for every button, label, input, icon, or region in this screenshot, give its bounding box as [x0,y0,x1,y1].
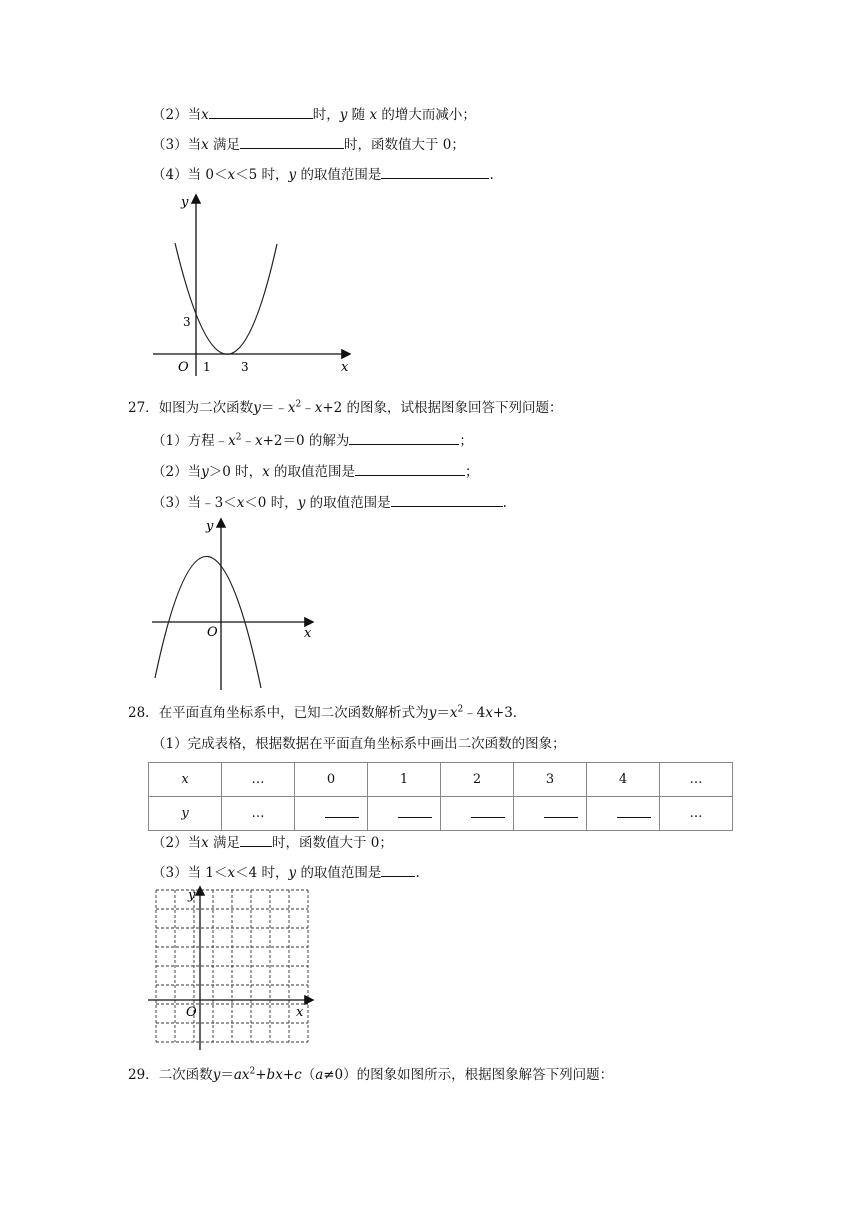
answer-blank[interactable] [471,805,505,818]
table-header-y: y [149,797,222,831]
answer-blank[interactable] [240,832,272,847]
table-cell-blank[interactable] [587,797,660,831]
answer-blank[interactable] [325,805,359,818]
answer-blank[interactable] [349,430,459,445]
answer-blank[interactable] [240,134,344,149]
table-cell: 1 [368,763,441,797]
answer-blank[interactable] [209,104,313,119]
table-row-y [149,797,733,831]
q28-part3: （3）当 1＜x＜4 时，y 的取值范围是 . [152,862,420,883]
table-cell-blank[interactable] [368,797,441,831]
answer-blank[interactable] [381,862,415,877]
table-cell-blank[interactable] [441,797,514,831]
table-header-x: x [149,763,222,797]
table-cell: 3 [514,763,587,797]
x-axis-label: x [296,1005,304,1020]
q26-part3: （3）当x 满足 时，函数值大于 0； [152,134,465,155]
table-cell: 2 [441,763,514,797]
y-axis-label: y [181,195,189,210]
table-cell-blank[interactable] [295,797,368,831]
q28-part1: （1）完成表格，根据数据在平面直角坐标系中画出二次函数的图象； [152,736,566,752]
answer-blank[interactable] [398,805,432,818]
origin-label: O [207,625,218,640]
answer-blank[interactable] [355,461,465,476]
q28-part2: （2）当x 满足 时，函数值大于 0； [152,832,393,853]
q26-parabola-graph [145,190,355,380]
table-row-x [149,763,733,797]
q28-grid-graph [148,882,318,1057]
table-cell: … [222,763,295,797]
y-tick-3: 3 [183,315,191,329]
origin-label: O [178,360,189,375]
q26-part4: （4）当 0＜x＜5 时，y 的取值范围是 . [152,164,494,185]
q27-part1: （1）方程$﹣x^2﹣x+2=0$ 的解为 ； [152,430,473,451]
q26-part2: （2）当x 时，y 随 x 的增大而减小； [152,104,476,125]
x-axis-label: x [341,360,349,375]
x-tick-3: 3 [241,360,249,374]
q27-parabola-graph [150,515,330,695]
q28-value-table [148,762,733,831]
answer-blank[interactable] [544,805,578,818]
origin-label: O [186,1005,197,1020]
q27-stem: 27．如图为二次函数$y=﹣x^2﹣x+2$ 的图象，试根据图象回答下列问题： [128,399,563,416]
x-tick-1: 1 [203,360,211,374]
table-cell: … [660,797,733,831]
table-cell-blank[interactable] [514,797,587,831]
parabola-curve [175,243,277,354]
q29-stem: 29．二次函数$y=ax^2+bx+c(a\ne 0)$的图象如图所示，根据图象解答下列问题： [128,1066,614,1083]
q27-part2: （2）当y＞0 时，x 的取值范围是 ； [152,461,479,482]
answer-blank[interactable] [617,805,651,818]
y-axis-label: y [206,519,214,534]
answer-blank[interactable] [381,164,489,179]
dashed-grid [156,890,308,1042]
table-cell: 0 [295,763,368,797]
x-axis-label: x [304,626,312,641]
y-axis-label: y [188,888,196,903]
table-cell: 4 [587,763,660,797]
table-cell: … [222,797,295,831]
answer-blank[interactable] [391,492,503,507]
q28-stem: 28．在平面直角坐标系中，已知二次函数解析式为$y=x^2﹣4x+3$． [128,704,527,721]
table-cell: … [660,763,733,797]
q27-part3: （3）当﹣3＜x＜0 时，y 的取值范围是 . [152,492,507,513]
